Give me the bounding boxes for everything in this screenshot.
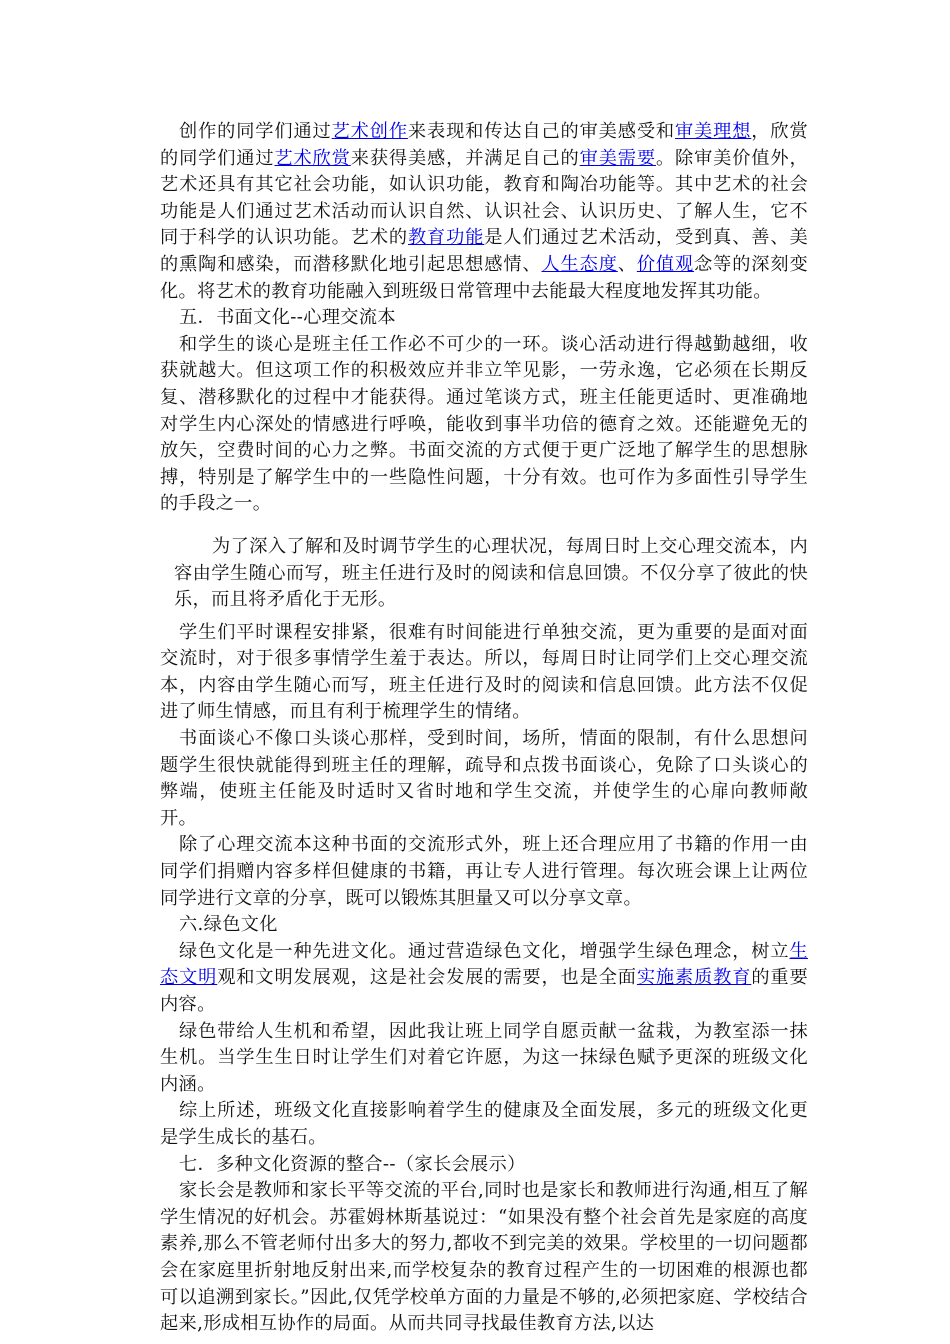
- paragraph-parent-meeting: 家长会是教师和家长平等交流的平台,同时也是家长和教师进行沟通,相互了解学生情况的好机会。苏霍姆林斯基说过：“如果没有整个社会首先是家庭的高度素养,那么不管老师付出多大的努力,都收不到完美的效果。学校里的一切问题都会在家庭里折射地反射出来,而学校复杂的教育过程产生的一切困难的根源也都可以追溯到家长。”因此,仅凭学校单方面的力量是不够的,必须把家庭、学校结合起来,形成相互协作的局面。从而共同寻找最佳教育方法,以达: [160, 1180, 808, 1335]
- paragraph-books: 除了心理交流本这种书面的交流形式外，班上还合理应用了书籍的作用一由同学们捐赠内容多样但健康的书籍，再让专人进行管理。每次班会课上让两位同学进行文章的分享，既可以锻炼其胆量又可以分享文章。: [160, 834, 808, 909]
- link-aesthetic-needs[interactable]: 审美需要: [579, 147, 656, 169]
- link-educational-function[interactable]: 教育功能: [407, 227, 485, 249]
- paragraph-art-function: [160, 119, 808, 305]
- paragraph-plants: 绿色带给人生机和希望，因此我让班上同学自愿贡献一盆栽，为教室添一抹生机。当学生生日时让学生们对着它许愿，为这一抹绿色赋予更深的班级文化内涵。: [160, 1020, 808, 1095]
- text: 来表现和传达自己的审美感受和: [407, 121, 675, 142]
- section-heading-7: 七．多种文化资源的整合--（家长会展示）: [179, 1153, 526, 1175]
- link-ecological-civilization[interactable]: 生态文明: [160, 940, 808, 989]
- paragraph-schedule: 学生们平时课程安排紧，很难有时间能进行单独交流，更为重要的是面对面交流时，对于很多事情学生羞于表达。所以，每周日时让同学们上交心理交流本，内容由学生随心而写，班主任进行及时的阅读和信息回馈。此方法不仅促进了师生情感，而且有利于梳理学生的情绪。: [160, 621, 808, 723]
- paragraph-written-talk: 书面谈心不像口头谈心那样，受到时间，场所，情面的限制，有什么思想问题学生很快就能得到班主任的理解，疏导和点拨书面谈心，免除了口头谈心的弊端，使班主任能及时适时又省时地和学生交流，并使学生的心扉向教师敞开。: [160, 728, 808, 829]
- link-art-appreciation[interactable]: 艺术欣赏: [274, 147, 351, 169]
- text: 是人们通过艺术活动，受到真、善、美的熏陶和感染，而潜移默化地引起思想感情、: [160, 227, 808, 275]
- paragraph-psych-notebook: 为了深入了解和及时调节学生的心理状况，每周日时上交心理交流本，内容由学生随心而写，班主任进行及时的阅读和信息回馈。不仅分享了彼此的快乐，而且将矛盾化于无形。: [174, 535, 808, 611]
- text: 。除审美价值外，艺术还具有其它社会功能，如认识功能，教育和陶冶功能等。其中艺术的社会功能是人们通过艺术活动而认识自然、认识社会、认识历史、了解人生，它不同于科学的认识功能。艺术的: [160, 147, 808, 249]
- section-heading-6: 六.绿色文化: [179, 914, 278, 936]
- paragraph-talk-heart: 和学生的谈心是班主任工作必不可少的一环。谈心活动进行得越勤越细，收获就越大。但这项工作的积极效应并非立竿见影，一劳永逸，它必须在长期反复、潜移默化的过程中才能获得。通过笔谈方式，班主任能更适时、更准确地对学生内心深处的情感进行呼唤，能收到事半功倍的德育之效。还能避免无的放矢，空费时间的心力之弊。书面交流的方式便于更广泛地了解学生的思想脉搏，特别是了解学生中的一些隐性问题，十分有效。也可作为多面性引导学生的手段之一。: [160, 333, 808, 515]
- text: 来获得美感，并满足自己的: [350, 147, 580, 169]
- text: 观和文明发展观，这是社会发展的需要，也是全面: [217, 967, 637, 989]
- text: 念等的深刻变化。将艺术的教育功能融入到班级日常管理中去能最大程度地发挥其功能。: [160, 253, 808, 302]
- text: 的重要内容。: [160, 967, 808, 1015]
- text: 创作的同学们通过: [179, 121, 332, 142]
- text: ，欣赏的同学们通过: [160, 121, 808, 169]
- paragraph-summary: 综上所述，班级文化直接影响着学生的健康及全面发展，多元的班级文化更是学生成长的基石。: [160, 1100, 808, 1148]
- text: 、: [617, 253, 637, 275]
- paragraph-green-culture: [160, 939, 808, 1019]
- link-values[interactable]: 价值观: [636, 253, 695, 275]
- text: 绿色文化是一种先进文化。通过营造绿色文化，增强学生绿色理念，树立: [179, 940, 790, 962]
- link-life-attitude[interactable]: 人生态度: [541, 253, 618, 275]
- document-body: [160, 119, 808, 1338]
- link-art-creation[interactable]: 艺术创作: [331, 121, 408, 142]
- link-aesthetic-ideal[interactable]: 审美理想: [674, 121, 752, 142]
- link-quality-education[interactable]: 实施素质教育: [636, 967, 752, 989]
- section-heading-5: 五．书面文化--心理交流本: [179, 307, 396, 329]
